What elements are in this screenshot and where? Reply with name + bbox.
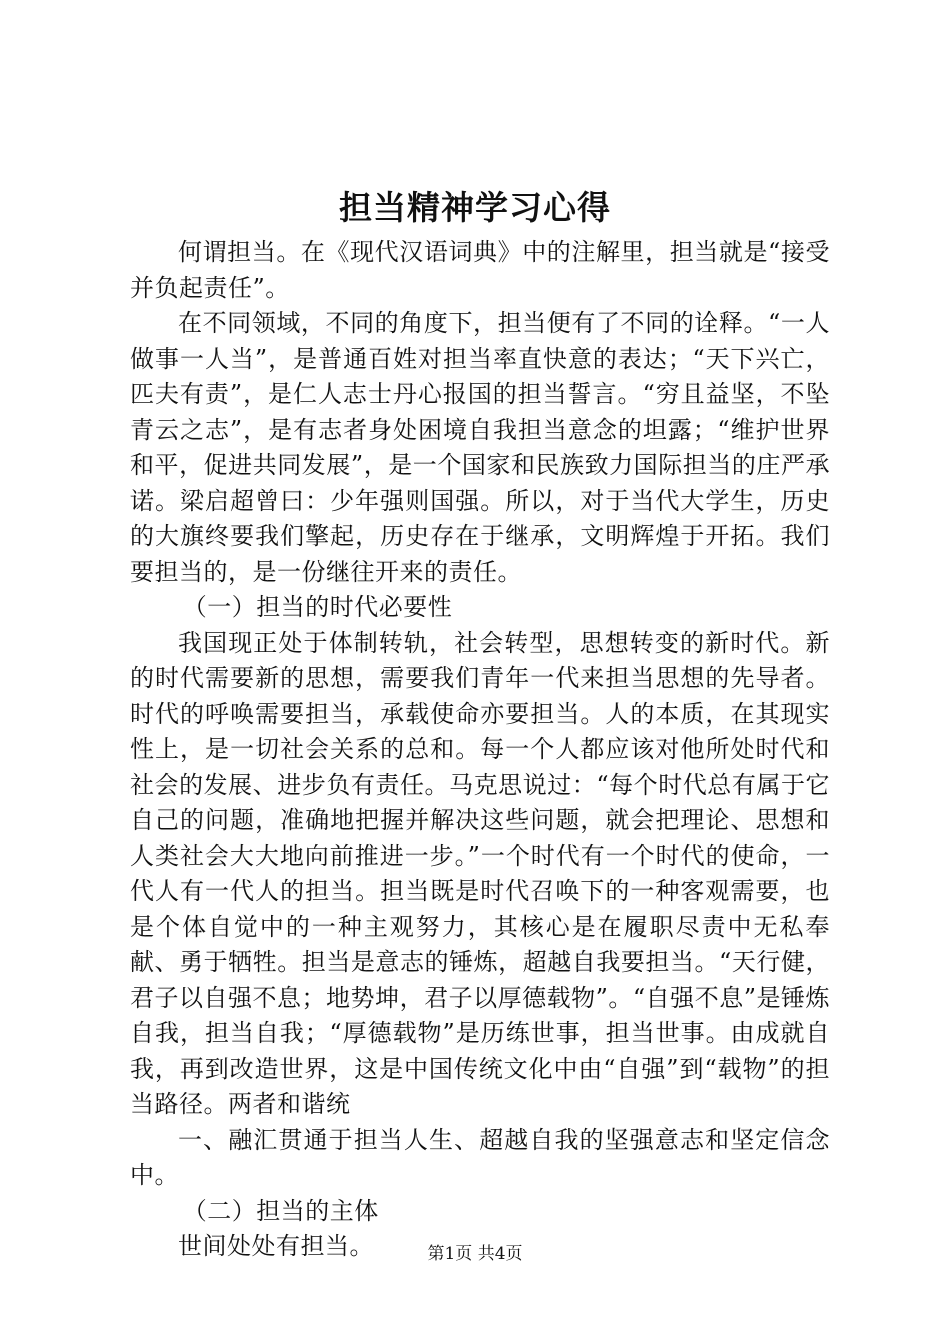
- paragraph-unity: 一、融汇贯通于担当人生、超越自我的坚强意志和坚定信念中。: [130, 1125, 830, 1189]
- paragraph-everywhere: 世间处处有担当。: [178, 1232, 374, 1260]
- paragraph-era: 我国现正处于体制转轨，社会转型，思想转变的新时代。新的时代需要新的思想，需要我们青年一代来担当思想的先导者。时代的呼唤需要担当，承载使命亦要担当。人的本质，在其现实性上，是一切社会关系的总和。每一个人都应该对他所处时代和社会的发展、进步负有责任。马克思说过：“每个时代总有属于它自己的问题，准确地把握并解决这些问题，就会把理论、思想和人类社会大大地向前推进一步。”一个时代有一个时代的使命，一代人有一代人的担当。担当既是时代召唤下的一种客观需要，也是个体自觉中的一种主观努力，其核心是在履职尽责中无私奉献、勇于牺牲。担当是意志的锤炼，超越自我要担当。“天行健，君子以自强不息；地势坤，君子以厚德载物”。“自强不息”是锤炼自我，担当自我；“厚德载物”是历练世事，担当世事。由成就自我，再到改造世界，这是中国传统文化中由“自强”到“载物”的担当路径。两者和谐统: [130, 628, 830, 1118]
- page-number: 第1页: [427, 1244, 473, 1264]
- section-heading-subject: （二）担当的主体: [182, 1196, 379, 1225]
- section-heading-era-necessity: （一）担当的时代必要性: [182, 593, 453, 621]
- page-footer: [0, 1242, 950, 1266]
- document-title: 担当精神学习心得: [339, 188, 611, 227]
- paragraph-definition: 何谓担当。在《现代汉语词典》中的注解里，担当就是“接受并负起责任”。: [130, 238, 830, 302]
- paragraph-interpretations: 在不同领域，不同的角度下，担当便有了不同的诠释。“一人做事一人当”，是普通百姓对担当率直快意的表达；“天下兴亡，匹夫有责”，是仁人志士丹心报国的担当誓言。“穷且益坚，不坠青云之志”，是有志者身处困境自我担当意念的坦露；“维护世界和平，促进共同发展”，是一个国家和民族致力国际担当的庄严承诺。梁启超曾曰：少年强则国强。所以，对于当代大学生，历史的大旗终要我们擎起，历史存在于继承，文明辉煌于开拓。我们要担当的，是一份继往开来的责任。: [130, 309, 830, 586]
- page-total: 共4页: [477, 1244, 523, 1264]
- document-body: [130, 235, 830, 1265]
